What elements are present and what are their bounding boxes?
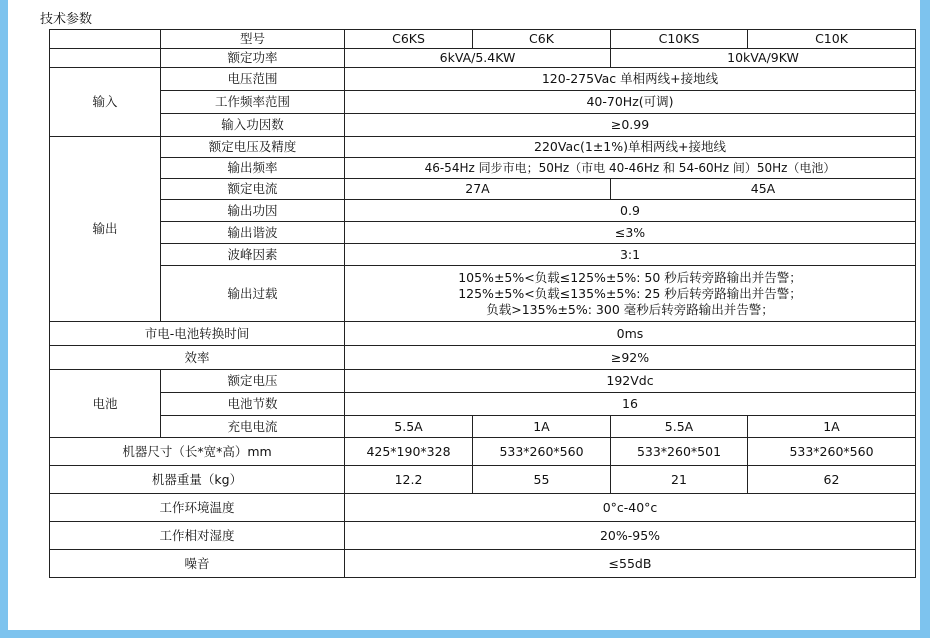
- output-frequency-value: 46-54Hz 同步市电；50Hz（市电 40-46Hz 和 54-60Hz 间）50Hz（电池）: [345, 158, 916, 179]
- dimensions-c10k: 533*260*560: [748, 438, 916, 466]
- charge-current-c6ks: 5.5A: [345, 416, 473, 438]
- row-weight: [50, 466, 916, 494]
- model-c10k: C10K: [748, 30, 916, 49]
- model-c6k: C6K: [473, 30, 611, 49]
- label-input-frequency: 工作频率范围: [161, 91, 345, 114]
- row-battery-cells: [50, 393, 916, 416]
- label-output-thd: 输出谐波: [161, 222, 345, 244]
- output-voltage-value: 220Vac(1±1%)单相两线+接地线: [345, 137, 916, 158]
- rated-power-6k: 6kVA/5.4KW: [345, 49, 611, 68]
- noise-value: ≤55dB: [345, 550, 916, 578]
- label-battery-cells: 电池节数: [161, 393, 345, 416]
- label-charge-current: 充电电流: [161, 416, 345, 438]
- label-dimensions: 机器尺寸（长*宽*高）mm: [50, 438, 345, 466]
- temperature-value: 0°c-40°c: [345, 494, 916, 522]
- dimensions-c6k: 533*260*560: [473, 438, 611, 466]
- battery-voltage-value: 192Vdc: [345, 370, 916, 393]
- row-crest-factor: [50, 244, 916, 266]
- label-efficiency: 效率: [50, 346, 345, 370]
- label-crest-factor: 波峰因素: [161, 244, 345, 266]
- crest-factor-value: 3:1: [345, 244, 916, 266]
- input-frequency-value: 40-70Hz(可调): [345, 91, 916, 114]
- row-output-current: [50, 179, 916, 200]
- label-output-voltage: 额定电压及精度: [161, 137, 345, 158]
- label-overload: 输出过载: [161, 266, 345, 322]
- output-pf-value: 0.9: [345, 200, 916, 222]
- overload-line-3: 负载>135%±5%: 300 毫秒后转旁路输出并告警；: [486, 301, 774, 317]
- label-model: 型号: [161, 30, 345, 49]
- blank-cell: [50, 49, 161, 68]
- charge-current-c10k: 1A: [748, 416, 916, 438]
- model-c6ks: C6KS: [345, 30, 473, 49]
- spec-table: [49, 29, 916, 578]
- row-efficiency: [50, 346, 916, 370]
- output-current-10k: 45A: [611, 179, 916, 200]
- weight-c10ks: 21: [611, 466, 748, 494]
- overload-line-1: 105%±5%<负载≤125%±5%: 50 秒后转旁路输出并告警；: [458, 269, 802, 285]
- dimensions-c10ks: 533*260*501: [611, 438, 748, 466]
- weight-c10k: 62: [748, 466, 916, 494]
- charge-current-c10ks: 5.5A: [611, 416, 748, 438]
- model-c10ks: C10KS: [611, 30, 748, 49]
- rated-power-10k: 10kVA/9KW: [611, 49, 916, 68]
- label-input-voltage: 电压范围: [161, 68, 345, 91]
- label-output-current: 额定电流: [161, 179, 345, 200]
- label-output-pf: 输出功因: [161, 200, 345, 222]
- weight-c6ks: 12.2: [345, 466, 473, 494]
- label-humidity: 工作相对湿度: [50, 522, 345, 550]
- label-battery-voltage: 额定电压: [161, 370, 345, 393]
- row-input-voltage: [50, 68, 916, 91]
- label-output-frequency: 输出频率: [161, 158, 345, 179]
- label-weight: 机器重量（kg）: [50, 466, 345, 494]
- label-temperature: 工作环境温度: [50, 494, 345, 522]
- section-title: 技术参数: [40, 12, 93, 27]
- row-battery-voltage: [50, 370, 916, 393]
- label-transfer-time: 市电-电池转换时间: [50, 322, 345, 346]
- row-transfer-time: [50, 322, 916, 346]
- humidity-value: 20%-95%: [345, 522, 916, 550]
- row-output-frequency: [50, 158, 916, 179]
- group-output: 输出: [50, 137, 161, 322]
- row-temperature: [50, 494, 916, 522]
- row-noise: [50, 550, 916, 578]
- group-input: 输入: [50, 68, 161, 137]
- output-thd-value: ≤3%: [345, 222, 916, 244]
- row-input-frequency: [50, 91, 916, 114]
- row-output-pf: [50, 200, 916, 222]
- overload-line-2: 125%±5%<负载≤135%±5%: 25 秒后转旁路输出并告警；: [458, 285, 802, 301]
- row-overload: [50, 266, 916, 322]
- row-charge-current: [50, 416, 916, 438]
- input-voltage-value: 120-275Vac 单相两线+接地线: [345, 68, 916, 91]
- row-humidity: [50, 522, 916, 550]
- group-battery: 电池: [50, 370, 161, 438]
- label-noise: 噪音: [50, 550, 345, 578]
- overload-value: [345, 266, 916, 322]
- spec-sheet: [8, 0, 920, 630]
- row-model: [50, 30, 916, 49]
- weight-c6k: 55: [473, 466, 611, 494]
- charge-current-c6k: 1A: [473, 416, 611, 438]
- transfer-time-value: 0ms: [345, 322, 916, 346]
- label-rated-power: 额定功率: [161, 49, 345, 68]
- row-input-pf: [50, 114, 916, 137]
- row-output-thd: [50, 222, 916, 244]
- corner-cell: [50, 30, 161, 49]
- input-pf-value: ≥0.99: [345, 114, 916, 137]
- row-dimensions: [50, 438, 916, 466]
- row-rated-power: [50, 49, 916, 68]
- efficiency-value: ≥92%: [345, 346, 916, 370]
- output-current-6k: 27A: [345, 179, 611, 200]
- row-output-voltage: [50, 137, 916, 158]
- label-input-pf: 输入功因数: [161, 114, 345, 137]
- dimensions-c6ks: 425*190*328: [345, 438, 473, 466]
- battery-cells-value: 16: [345, 393, 916, 416]
